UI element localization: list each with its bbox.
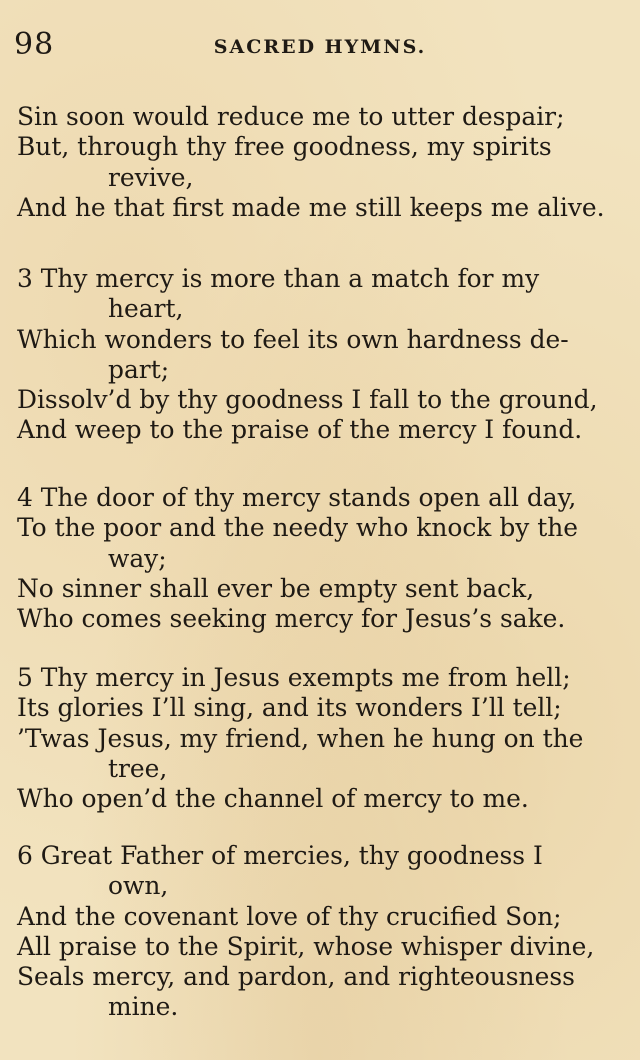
verse-line: Who open’d the channel of mercy to me. — [17, 784, 529, 814]
verse-line-continuation: part; — [108, 354, 170, 384]
verse-line-continuation: mine. — [108, 992, 179, 1022]
verse-line: And the covenant love of thy crucified Son; — [17, 901, 562, 931]
verse-line-continuation: own, — [108, 871, 169, 901]
verse-line: No sinner shall ever be empty sent back, — [17, 573, 535, 603]
stanza-3 — [0, 264, 630, 446]
verse-line: 3 Thy mercy is more than a match for my — [17, 264, 540, 293]
verse-line-continuation: tree, — [108, 753, 168, 783]
verse-line: 4 The door of thy mercy stands open all day, — [17, 483, 577, 512]
page-number: 98 — [14, 27, 55, 62]
verse-line: Seals mercy, and pardon, and righteousness — [17, 962, 575, 992]
verse-line: ’Twas Jesus, my friend, when he hung on the — [17, 723, 584, 753]
running-title: SACRED HYMNS. — [213, 36, 427, 58]
verse-line: All praise to the Spirit, whose whisper divine, — [17, 931, 595, 961]
verse-line: Who comes seeking mercy for Jesus’s sake. — [17, 604, 566, 634]
verse-line-continuation: revive, — [108, 162, 194, 192]
verse-line: Sin soon would reduce me to utter despair; — [17, 102, 565, 131]
verse-line: 6 Great Father of mercies, thy goodness I — [17, 841, 543, 870]
verse-line-continuation: way; — [108, 543, 167, 573]
verse-line: 5 Thy mercy in Jesus exempts me from hell; — [17, 663, 571, 692]
stanza-5 — [0, 663, 630, 814]
stanza-1 — [0, 102, 630, 223]
verse-line: But, through thy free goodness, my spirits — [17, 132, 552, 162]
verse-line: Dissolv’d by thy goodness I fall to the ground, — [17, 385, 598, 415]
verse-line-continuation: heart, — [108, 294, 184, 324]
verse-line: Its glories I’ll sing, and its wonders I’ll tell; — [17, 693, 562, 723]
verse-line: And he that first made me still keeps me alive. — [17, 192, 605, 222]
stanza-4 — [0, 483, 630, 634]
verse-line: To the poor and the needy who knock by the — [17, 513, 579, 543]
verse-line: And weep to the praise of the mercy I found. — [17, 415, 583, 445]
stanza-6 — [0, 841, 630, 1023]
verse-line: Which wonders to feel its own hardness de- — [17, 324, 569, 354]
